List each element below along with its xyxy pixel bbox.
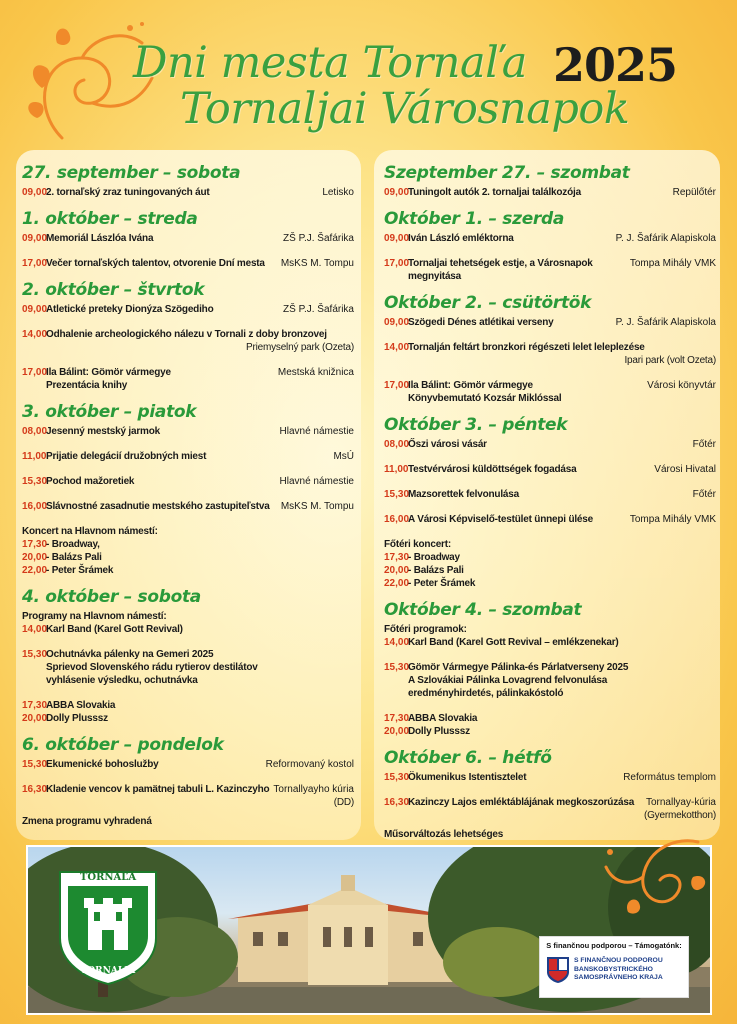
day-heading: Október 4. – szombat — [384, 600, 582, 620]
event-time: 09,00 — [384, 187, 410, 198]
event-time: 11,00 — [384, 464, 409, 475]
crest-label-top: TORNAĽA — [79, 872, 137, 883]
event — [22, 623, 354, 636]
event-place: Tompa Mihály VMK — [629, 514, 716, 525]
disclaimer: Műsorváltozás lehetséges — [384, 829, 504, 840]
event-title: Atletické preteky Dionýza Szögediho — [46, 304, 214, 315]
event-time: 15,30 — [22, 759, 48, 770]
sponsor-line-1: S FINANČNOU PODPOROU — [574, 957, 663, 965]
event — [22, 328, 354, 341]
concert-item — [384, 564, 716, 577]
event — [384, 771, 716, 784]
event-time: 16,00 — [384, 514, 410, 525]
event-place: (Gyermekotthon) — [643, 810, 716, 821]
event-time: 09,00 — [22, 187, 48, 198]
event-subtitle: vyhlásenie výsledku, ochutnávka — [46, 675, 198, 686]
event-title: Tornaljai tehetségek estje, a Városnapok megnyitása — [408, 258, 593, 282]
event-time: 20,00 — [22, 713, 48, 724]
event-place: Repülőtér — [672, 187, 716, 198]
event-time: 15,30 — [384, 489, 410, 500]
event-place: ZŠ P.J. Šafárika — [283, 233, 354, 244]
event-title: Testvérvárosi küldöttségek fogadása — [408, 464, 577, 475]
event-title: Ekumenické bohoslužby — [46, 759, 159, 770]
event-subtitle: Könyvbemutató Kozsár Miklóssal — [408, 393, 562, 404]
event-place: (DD) — [333, 797, 354, 808]
title-slovak: Dni mesta Tornaľa — [133, 38, 527, 88]
day-heading: 2. október – štvrtok — [22, 280, 205, 300]
event-place: ZŠ P.J. Šafárika — [283, 304, 354, 315]
event-place: MsKS M. Tompu — [280, 258, 354, 269]
event-time: 09,00 — [22, 304, 48, 315]
year: 2025 — [553, 38, 678, 92]
event-place: Református templom — [623, 772, 716, 783]
event-time: 17,30 — [384, 552, 410, 563]
event-time: 22,00 — [384, 578, 410, 589]
event — [22, 366, 354, 379]
event-time: 14,00 — [384, 342, 410, 353]
event-time: 11,00 — [22, 451, 47, 462]
event — [22, 186, 354, 199]
event — [22, 758, 354, 771]
event — [22, 232, 354, 245]
event — [22, 783, 354, 796]
event-title: Pochod mažoretiek — [46, 476, 135, 487]
event-place: Főtér — [692, 439, 716, 450]
event — [384, 796, 716, 809]
ornament-swirl — [598, 832, 713, 927]
crest-label-bottom: TORNALJA — [80, 966, 136, 976]
event-place: Főtér — [692, 489, 716, 500]
program-slovak — [22, 163, 354, 828]
event-title: Ila Bálint: Gömör vármegye — [408, 380, 533, 391]
event — [384, 341, 716, 354]
event-place: MsÚ — [333, 451, 354, 462]
event-time: 20,00 — [22, 552, 48, 563]
event — [22, 425, 354, 438]
day-heading: 1. október – streda — [22, 209, 198, 229]
event-title: Karl Band (Karel Gott Revival) — [46, 624, 183, 635]
event-title: Ila Bálint: Gömör vármegye — [46, 367, 171, 378]
concert-item — [384, 577, 716, 590]
event-place: Ipari park (volt Ozeta) — [624, 355, 716, 366]
event-place: Priemyselný park (Ozeta) — [245, 342, 354, 353]
event — [22, 712, 354, 725]
event-time: 16,00 — [22, 501, 48, 512]
sponsor-box — [539, 936, 689, 998]
event-place: Mestská knižnica — [277, 367, 354, 378]
event — [384, 463, 716, 476]
event — [384, 438, 716, 451]
day-heading: Október 1. – szerda — [384, 209, 565, 229]
event-subtitle: Prezentácia knihy — [46, 380, 128, 391]
event — [384, 725, 716, 738]
day-heading: 27. september – sobota — [22, 163, 241, 183]
event-title: A Városi Képviselő-testület ünnepi ülése — [408, 514, 594, 525]
event-title: Dolly Plusssz — [408, 726, 470, 737]
event-time: 17,30 — [22, 539, 48, 550]
region-coat-of-arms-icon — [546, 956, 570, 984]
event-title: Szögedi Dénes atlétikai verseny — [408, 317, 554, 328]
event-time: 09,00 — [384, 233, 410, 244]
event — [384, 488, 716, 501]
day-heading: 6. október – pondelok — [22, 735, 224, 755]
concert-heading: Főtéri koncert: — [384, 539, 452, 550]
event-time: 15,30 — [384, 662, 410, 673]
event-title: Kladenie vencov k pamätnej tabuli L. Kazinczyho — [46, 784, 270, 795]
event-time: 22,00 — [22, 565, 48, 576]
event-place: Tompa Mihály VMK — [629, 258, 716, 269]
event-title: Odhalenie archeologického nálezu v Tornali z doby bronzovej — [46, 329, 327, 340]
event-title: Karl Band (Karel Gott Revival – emlékzenekar) — [408, 637, 619, 648]
concert-item — [22, 551, 354, 564]
event-title: Jesenný mestský jarmok — [46, 426, 161, 437]
concert-heading: Koncert na Hlavnom námestí: — [22, 526, 158, 537]
event-title: - Peter Šrámek — [46, 565, 114, 576]
sponsor-line-2: BANSKOBYSTRICKÉHO — [574, 965, 653, 973]
disclaimer: Zmena programu vyhradená — [22, 816, 152, 827]
event-title: - Peter Šrámek — [408, 578, 476, 589]
event-subtitle: eredményhirdetés, pálinkakóstoló — [408, 688, 564, 699]
event-title: - Broadway, — [46, 539, 100, 550]
program-hungarian — [384, 163, 716, 841]
event-title: Memoriál Lászlóa Ivána — [46, 233, 154, 244]
event-title: Prijatie delegácií družobných miest — [46, 451, 207, 462]
event — [22, 475, 354, 488]
event-time: 17,00 — [384, 380, 410, 391]
event-time: 15,30 — [384, 772, 410, 783]
event-time: 20,00 — [384, 565, 410, 576]
event-title: Ökumenikus Istentisztelet — [408, 772, 527, 783]
event-place: Városi Hivatal — [654, 464, 716, 475]
event-title: - Balázs Pali — [408, 565, 464, 576]
event-title: Kazinczy Lajos emléktáblájának megkoszorúzása — [408, 797, 635, 808]
event-time: 17,30 — [22, 700, 48, 711]
event — [384, 379, 716, 392]
event-title: Slávnostné zasadnutie mestského zastupiteľstva — [46, 501, 270, 512]
day-heading: 4. október – sobota — [22, 587, 201, 607]
event-place: Hlavné námestie — [279, 476, 354, 487]
event-title: Večer tornaľských talentov, otvorenie Dní mesta — [46, 258, 265, 269]
concert-item — [384, 551, 716, 564]
event-title: Tornalján feltárt bronzkori régészeti lelet leleplezése — [408, 342, 645, 353]
event — [22, 500, 354, 513]
event — [384, 513, 716, 526]
program-heading: Főtéri programok: — [384, 624, 467, 635]
event — [22, 450, 354, 463]
event-time: 17,00 — [22, 258, 48, 269]
event-subtitle: Sprievod Slovenského rádu rytierov destilátov — [46, 662, 258, 673]
event — [384, 661, 716, 674]
day-heading: Október 6. – hétfő — [384, 748, 552, 768]
event-title: Mazsorettek felvonulása — [408, 489, 519, 500]
event-place: Tornallyay-kúria — [645, 797, 716, 808]
title-hungarian: Tornaljai Városnapok — [180, 84, 630, 134]
event-title: - Broadway — [408, 552, 460, 563]
event-time: 14,00 — [22, 624, 48, 635]
sponsor-caption: S finančnou podporou – Támogatónk: — [546, 941, 682, 950]
event-title: ABBA Slovakia — [46, 700, 116, 711]
event — [22, 303, 354, 316]
event-time: 14,00 — [384, 637, 410, 648]
day-heading: Szeptember 27. – szombat — [384, 163, 630, 183]
event-title: ABBA Slovakia — [408, 713, 478, 724]
event-place: Hlavné námestie — [279, 426, 354, 437]
event-title: Ochutnávka pálenky na Gemeri 2025 — [46, 649, 214, 660]
event-time: 16,30 — [22, 784, 48, 795]
concert-item — [22, 564, 354, 577]
event-title: Iván László emléktorna — [408, 233, 514, 244]
event-place: Letisko — [322, 187, 354, 198]
event-time: 08,00 — [384, 439, 410, 450]
event-title: Dolly Plusssz — [46, 713, 108, 724]
event-title: Tuningolt autók 2. tornaljai találkozója — [408, 187, 581, 198]
event — [22, 257, 354, 270]
event-time: 16,30 — [384, 797, 410, 808]
event-place: Tornallyayho kúria — [273, 784, 354, 795]
event-title: 2. tornaľský zraz tuningovaných áut — [46, 187, 210, 198]
event-time: 20,00 — [384, 726, 410, 737]
event-time: 15,30 — [22, 476, 48, 487]
event-time: 14,00 — [22, 329, 48, 340]
event — [384, 636, 716, 649]
event — [384, 257, 716, 283]
event-place: P. J. Šafárik Alapiskola — [615, 317, 716, 328]
event — [384, 316, 716, 329]
concert-item — [22, 538, 354, 551]
day-heading: Október 3. – péntek — [384, 415, 568, 435]
event-subtitle: A Szlovákiai Pálinka Lovagrend felvonulása — [408, 675, 608, 686]
event-time: 15,30 — [22, 649, 48, 660]
event-place: MsKS M. Tompu — [280, 501, 354, 512]
event-time: 09,00 — [22, 233, 48, 244]
event-time: 17,00 — [22, 367, 48, 378]
event-title: - Balázs Pali — [46, 552, 102, 563]
event-place: Városi könyvtár — [647, 380, 716, 391]
event — [384, 712, 716, 725]
event — [384, 232, 716, 245]
event — [384, 186, 716, 199]
event-place: Reformovaný kostol — [265, 759, 354, 770]
day-heading: 3. október – piatok — [22, 402, 197, 422]
event-time: 17,30 — [384, 713, 410, 724]
event-place: P. J. Šafárik Alapiskola — [615, 233, 716, 244]
event-title: Gömör Vármegye Pálinka-és Párlatverseny 2025 — [408, 662, 629, 673]
event-title: Őszi városi vásár — [408, 439, 487, 450]
event — [22, 699, 354, 712]
event — [22, 648, 354, 661]
program-heading: Programy na Hlavnom námestí: — [22, 611, 167, 622]
event-time: 17,00 — [384, 258, 410, 269]
event-time: 08,00 — [22, 426, 48, 437]
day-heading: Október 2. – csütörtök — [384, 293, 592, 313]
sponsor-line-3: SAMOSPRÁVNEHO KRAJA — [574, 974, 663, 982]
event-time: 09,00 — [384, 317, 410, 328]
